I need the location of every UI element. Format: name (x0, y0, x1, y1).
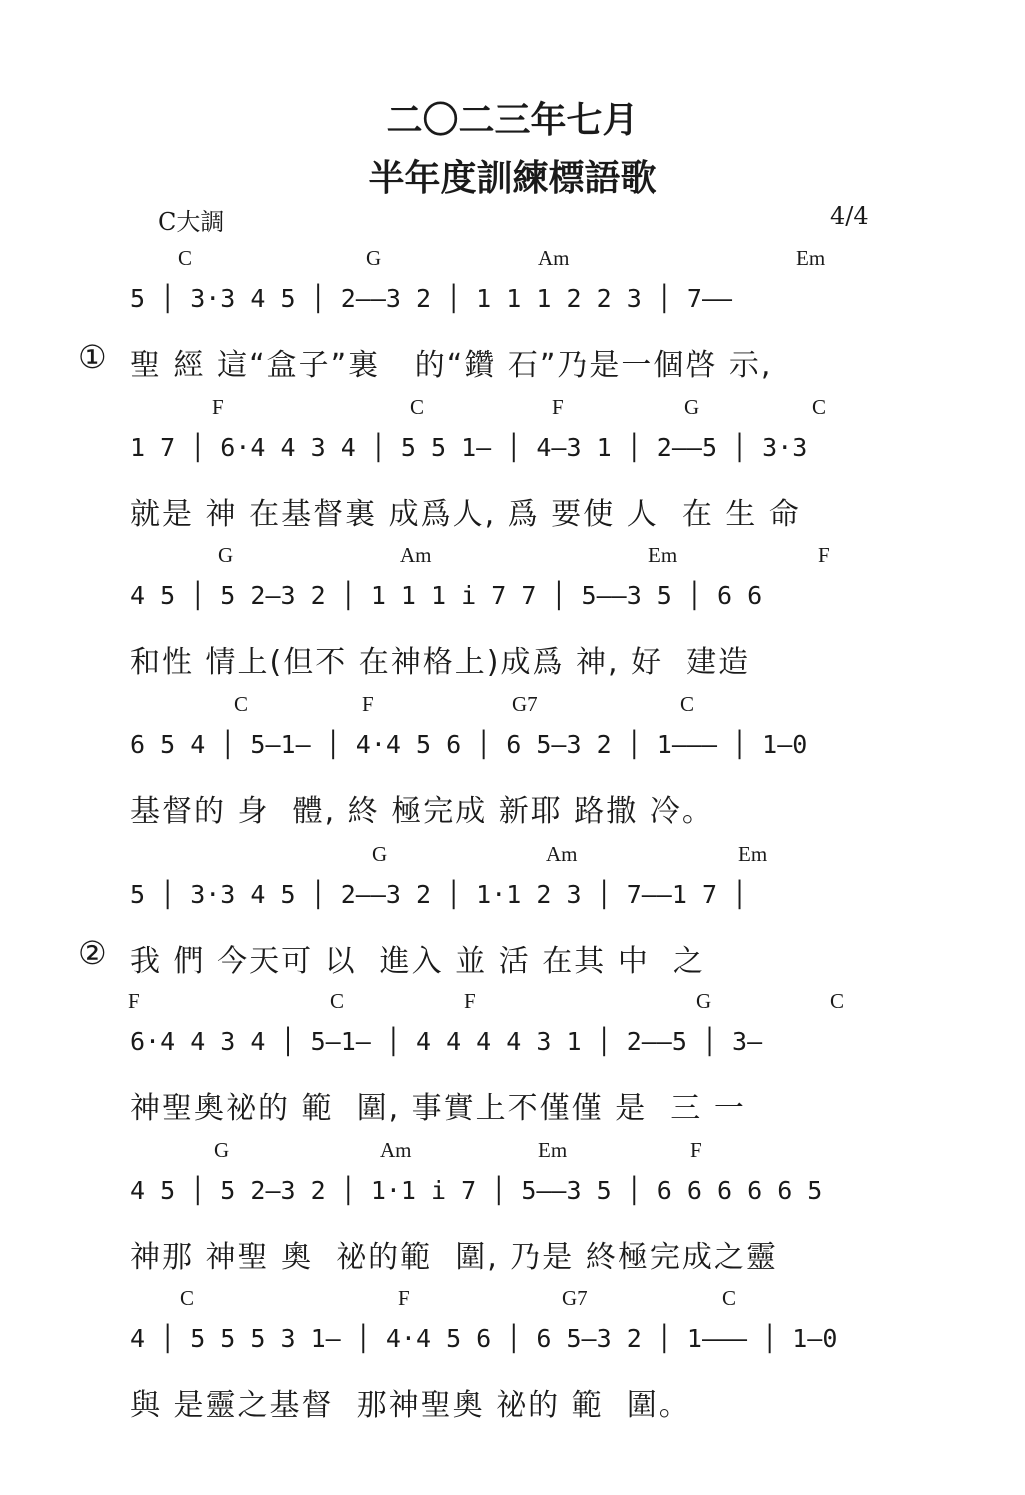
score-line (0, 246, 1025, 386)
chord-symbol: C (722, 1286, 737, 1310)
lyric-line: 就是 神 在基督裏 成爲人, 爲 要使 人 在 生 命 (130, 497, 801, 532)
chord-symbol: G (372, 842, 388, 866)
score-line (0, 692, 1025, 832)
chord-symbol: F (464, 989, 476, 1013)
chord-symbol: C (234, 692, 249, 716)
lyric-line: 與 是靈之基督 那神聖奧 祕的 範 圍。 (130, 1388, 691, 1423)
chord-symbol: G (214, 1138, 230, 1162)
song-title: 半年度訓練標語歌 (368, 158, 657, 199)
score-line (0, 1286, 1025, 1426)
numbered-notation: 4 5 │ 5 2—3 2 │ 1·1 i 7 │ 5——3 5 │ 6 6 6 6 6 5 (130, 1176, 823, 1205)
chord-symbol: C (410, 395, 425, 419)
chord-symbol: C (812, 395, 827, 419)
chord-symbol: G (684, 395, 700, 419)
chord-symbol: F (818, 543, 830, 567)
score-line (0, 1138, 1025, 1278)
numbered-notation: 4 │ 5 5 5 3 1— │ 4·4 5 6 │ 6 5—3 2 │ 1——— │ 1—0 (130, 1324, 838, 1353)
chord-symbol: G (366, 246, 382, 270)
verse-number: ② (78, 934, 107, 972)
chord-symbol: Am (380, 1138, 412, 1162)
chord-symbol: C (178, 246, 193, 270)
lyric-line: 基督的 身 體, 終 極完成 新耶 路撒 冷。 (130, 794, 714, 829)
numbered-notation: 5 │ 3·3 4 5 │ 2——3 2 │ 1·1 2 3 │ 7——1 7 │ (130, 880, 748, 909)
lyric-line: 我 們 今天可 以 進入 並 活 在其 中 之 (130, 944, 705, 979)
chord-symbol: F (552, 395, 564, 419)
time-signature: 4/4 (830, 202, 869, 230)
chord-symbol: G7 (512, 692, 538, 716)
key-signature: C大調 (158, 208, 225, 236)
chord-symbol: C (680, 692, 695, 716)
chord-symbol: Em (648, 543, 678, 567)
chord-symbol: G7 (562, 1286, 588, 1310)
verse-number: ① (78, 338, 107, 376)
chord-symbol: Am (400, 543, 432, 567)
chord-symbol: Em (738, 842, 768, 866)
chord-symbol: F (398, 1286, 410, 1310)
chord-symbol: C (830, 989, 845, 1013)
chord-symbol: G (696, 989, 712, 1013)
chord-symbol: Am (538, 246, 570, 270)
chord-symbol: C (180, 1286, 195, 1310)
score-line (0, 842, 1025, 982)
chord-symbol: Em (796, 246, 826, 270)
numbered-notation: 1 7 │ 6·4 4 3 4 │ 5 5 1— │ 4—3 1 │ 2——5 │ 3·3 (130, 433, 808, 462)
chord-symbol: C (330, 989, 345, 1013)
score-line (0, 543, 1025, 683)
chord-symbol: Am (546, 842, 578, 866)
chord-symbol: F (212, 395, 224, 419)
lyric-line: 和性 情上(但不 在神格上)成爲 神, 好 建造 (130, 645, 751, 680)
numbered-notation: 6 5 4 │ 5—1— │ 4·4 5 6 │ 6 5—3 2 │ 1——— │ 1—0 (130, 730, 808, 759)
score-line (0, 989, 1025, 1129)
lyric-line: 神那 神聖 奧 祕的範 圍, 乃是 終極完成之靈 (130, 1240, 778, 1275)
chord-symbol: G (218, 543, 234, 567)
lyric-line: 神聖奧祕的 範 圍, 事實上不僅僅 是 三 一 (130, 1091, 746, 1126)
numbered-notation: 5 │ 3·3 4 5 │ 2——3 2 │ 1 1 1 2 2 3 │ 7—— (130, 284, 733, 313)
chord-symbol: F (362, 692, 374, 716)
score-line (0, 395, 1025, 535)
chord-symbol: F (128, 989, 140, 1013)
page-date-title: 二〇二三年七月 (386, 100, 639, 141)
chord-symbol: F (690, 1138, 702, 1162)
numbered-notation: 4 5 │ 5 2—3 2 │ 1 1 1 i 7 7 │ 5——3 5 │ 6 6 (130, 581, 763, 610)
numbered-notation: 6·4 4 3 4 │ 5—1— │ 4 4 4 4 3 1 │ 2——5 │ 3— (130, 1027, 763, 1056)
chord-symbol: Em (538, 1138, 568, 1162)
lyric-line: 聖 經 這“盒子”裏 的“鑽 石”乃是一個啓 示, (130, 348, 773, 383)
